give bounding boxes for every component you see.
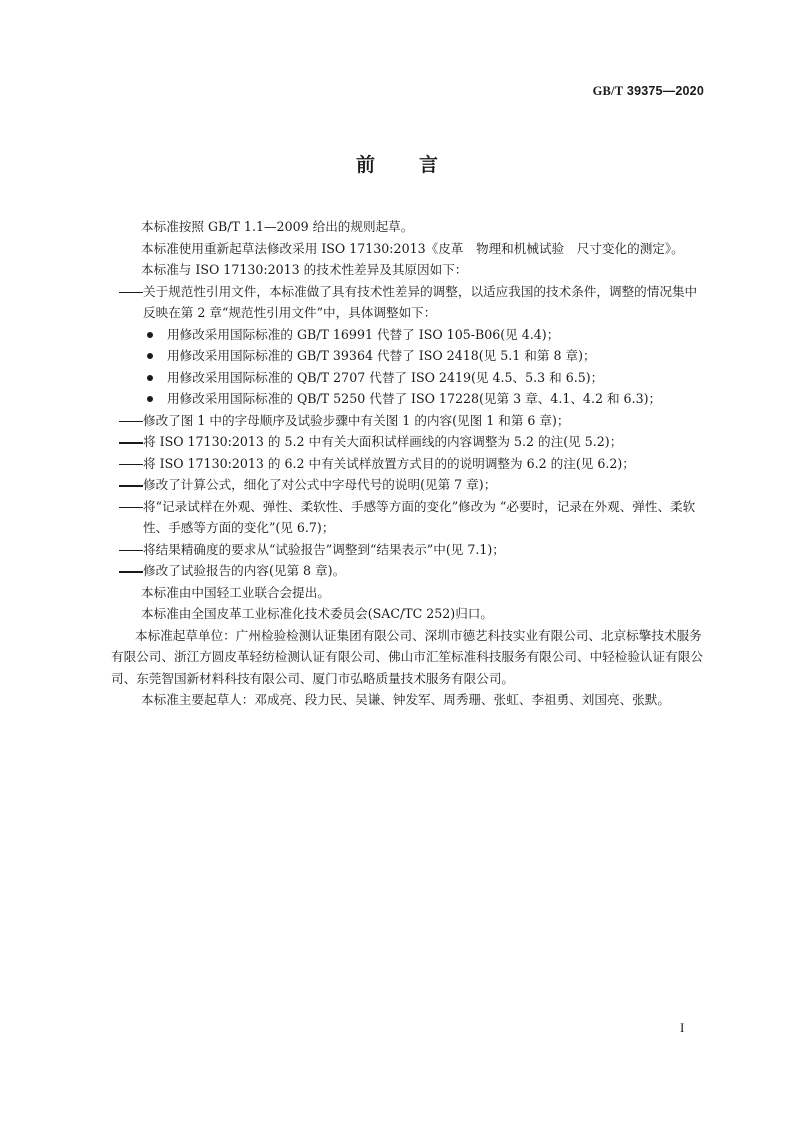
difference-item — [117, 539, 707, 561]
bullet-icon — [147, 332, 153, 338]
bullet-icon — [147, 353, 153, 359]
difference-item — [117, 453, 707, 475]
bullet-item — [117, 388, 707, 410]
standard-code: 39375—2020 — [626, 84, 704, 98]
difference-text: 修改了计算公式，细化了对公式中字母代号的说明(见第 7 章)； — [143, 477, 497, 492]
title-char-2: 言 — [419, 154, 439, 176]
paragraph-drafting-units: 本标准起草单位：广州检验检测认证集团有限公司、深圳市德艺科技实业有限公司、北京标擎技术服务有限公司、浙江方圆皮革轻纺检测认证有限公司、佛山市汇笙标准科技服务有限公司、中轻检验认证有限公司、东莞智国新材料科技有限公司、厦门市弘略质量技术服务有限公司。 — [111, 627, 703, 686]
difference-text: 修改了试验报告的内容(见第 8 章)。 — [143, 563, 346, 578]
difference-text: 关于规范性引用文件，本标准做了具有技术性差异的调整，以适应我国的技术条件，调整的情况集中反映在第 2 章“规范性引用文件”中，具体调整如下： — [143, 283, 698, 320]
difference-item — [117, 431, 707, 453]
difference-text: 将结果精确度的要求从“试验报告”调整到“结果表示”中(见 7.1)； — [143, 541, 505, 557]
page-number: I — [680, 1020, 685, 1035]
paragraph-adoption: 本标准使用重新起草法修改采用 ISO 17130:2013《皮革 物理和机械试验 尺寸变化的测定》。 — [141, 240, 684, 256]
difference-text: 修改了图 1 中的字母顺序及试验步骤中有关图 1 的内容(见图 1 和第 6 章)； — [143, 412, 570, 428]
difference-item — [117, 410, 707, 432]
difference-item — [117, 474, 707, 496]
difference-item — [117, 560, 707, 582]
bullet-item — [117, 345, 707, 367]
bullet-text: 用修改采用国际标准的 QB/T 2707 代替了 ISO 2419(见 4.5、5.3 和 6.5)； — [167, 369, 604, 385]
paragraph-main-drafters: 本标准主要起草人：邓成亮、段力民、吴谦、钟发军、周秀珊、张虹、李祖勇、刘国亮、张默。 — [141, 692, 670, 707]
page-title — [0, 150, 794, 177]
bullet-item — [117, 324, 707, 346]
bullet-text: 用修改采用国际标准的 QB/T 5250 代替了 ISO 17228(见第 3 章、4.1、4.2 和 6.3)； — [167, 391, 662, 406]
bullet-item — [117, 367, 707, 389]
foreword-body — [111, 216, 707, 711]
paragraph-managed-by: 本标准由全国皮革工业标准化技术委员会(SAC/TC 252)归口。 — [141, 606, 493, 621]
title-char-1: 前 — [355, 154, 375, 176]
bullet-icon — [147, 375, 153, 381]
difference-item — [117, 496, 707, 539]
paragraph-differences-intro: 本标准与 ISO 17130:2013 的技术性差异及其原因如下： — [141, 262, 468, 277]
standard-number — [593, 84, 704, 99]
difference-text: 将“记录试样在外观、弹性、柔软性、手感等方面的变化”修改为 “必要时，记录在外观、弹性、柔软性、手感等方面的变化”(见 6.7)； — [143, 498, 696, 535]
bullet-icon — [147, 396, 153, 402]
paragraph-proposed-by: 本标准由中国轻工业联合会提出。 — [141, 584, 330, 600]
difference-item — [117, 281, 707, 324]
bullet-text: 用修改采用国际标准的 GB/T 39364 代替了 ISO 2418(见 5.1 和第 8 章)； — [167, 348, 596, 363]
bullet-text: 用修改采用国际标准的 GB/T 16991 代替了 ISO 105-B06(见 4.4)； — [167, 326, 560, 342]
difference-text: 将 ISO 17130:2013 的 5.2 中有关大面积试样画线的内容调整为 5.2 的注(见 5.2)； — [143, 434, 623, 449]
standard-prefix: GB/T — [592, 84, 624, 98]
paragraph-drafting-rules: 本标准按照 GB/T 1.1—2009 给出的规则起草。 — [141, 219, 414, 234]
difference-text: 将 ISO 17130:2013 的 6.2 中有关试样放置方式目的的说明调整为 6.2 的注(见 6.2)； — [143, 455, 635, 471]
